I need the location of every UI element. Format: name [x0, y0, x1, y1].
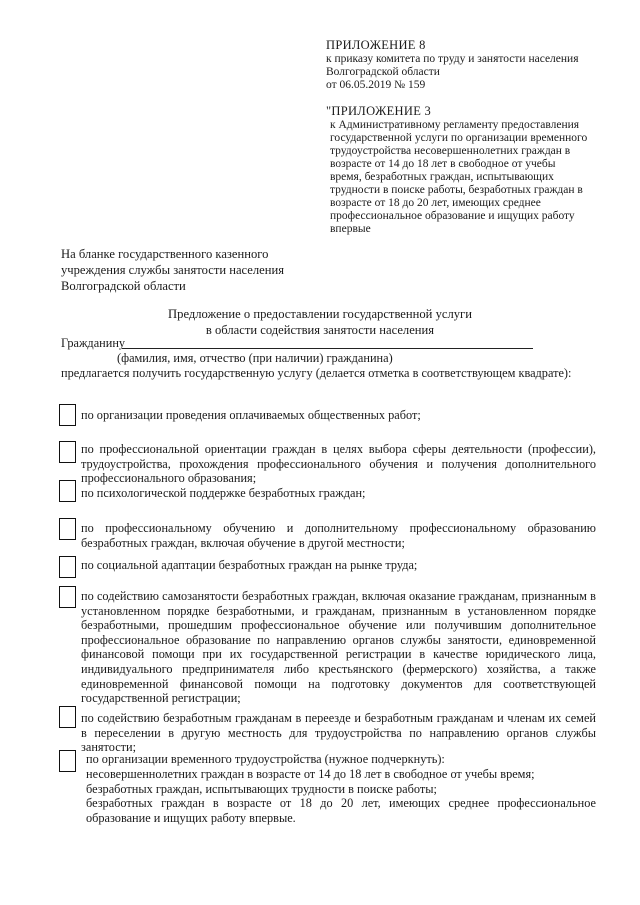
- temp-employment-item-graduates[interactable]: безработных граждан в возрасте от 18 до 20 лет, имеющих среднее профессиональное образование и ищущих работу впервые.: [86, 796, 596, 825]
- appendix3-line: государственной услуги по организации временного: [330, 132, 588, 144]
- appendix3-title: "ПРИЛОЖЕНИЕ 3: [326, 104, 432, 118]
- option-public-works: по организации проведения оплачиваемых общественных работ;: [81, 408, 421, 422]
- appendix3-line: к Административному регламенту предоставления: [330, 119, 580, 131]
- letterhead-line: Волгоградской области: [61, 279, 186, 293]
- checkbox-social-adaptation[interactable]: [59, 556, 76, 578]
- temp-employment-item-minors[interactable]: несовершеннолетних граждан в возрасте от 14 до 18 лет в свободное от учебы время;: [86, 767, 535, 781]
- option-psychological-support: по психологической поддержке безработных граждан;: [81, 486, 366, 500]
- option-temporary-employment: по организации временного трудоустройства (нужное подчеркнуть):: [86, 752, 445, 766]
- checkbox-public-works[interactable]: [59, 404, 76, 426]
- appendix3-line: возрасте от 18 до 20 лет, имеющих среднее: [330, 197, 541, 209]
- appendix3-line: впервые: [330, 223, 371, 235]
- title-line: Предложение о предоставлении государственной услуги: [168, 307, 472, 321]
- appendix8-line: Волгоградской области: [326, 66, 440, 78]
- appendix8-line: к приказу комитета по труду и занятости населения: [326, 53, 579, 65]
- letterhead-line: На бланке государственного казенного: [61, 247, 269, 261]
- appendix3-line: трудности в поиске работы, безработных граждан в: [330, 184, 583, 196]
- appendix8-line: от 06.05.2019 № 159: [326, 79, 426, 91]
- appendix3-line: время, безработных граждан, испытывающих: [330, 171, 554, 183]
- option-career-guidance: по профессиональной ориентации граждан в целях выбора сферы деятельности (профессии), трудоустройства, прохождения профессионального обучения и получения дополнительного профессионального образования;: [81, 442, 596, 486]
- temp-employment-list: [86, 767, 596, 825]
- temp-employment-item-difficulties[interactable]: безработных граждан, испытывающих трудности в поиске работы;: [86, 781, 437, 796]
- appendix8-title: ПРИЛОЖЕНИЕ 8: [326, 38, 426, 52]
- option-relocation: по содействию безработным гражданам в переезде и безработным гражданам и членам их семей в переселении в другую местность для трудоустройства по направлению органов службы занятости;: [81, 711, 596, 755]
- checkbox-vocational-training[interactable]: [59, 518, 76, 540]
- citizen-name-field[interactable]: [122, 348, 533, 349]
- option-vocational-training: по профессиональному обучению и дополнительному профессиональному образованию безработных граждан, включая обучение в другой местности;: [81, 521, 596, 550]
- letterhead-note: [61, 246, 284, 294]
- appendix3-line: профессиональное образование и ищущих работу: [330, 210, 575, 222]
- document-title: [120, 307, 520, 338]
- option-self-employment: по содействию самозанятости безработных граждан, включая оказание гражданам, признанным в установленном порядке безработными, и гражданам, признанным в установленном порядке безработными, прошедшим профессиональное обучение или получившим дополнительное профессиональное образование по направлению органов службы занятости, единовременной финансовой помощи при их государственной регистрации в качестве юридического лица, индивидуального предпринимателя либо крестьянского (фермерского) хозяйства, а также единовременной финансовой помощи на подготовку документов для соответствующей государственной регистрации;: [81, 589, 596, 706]
- title-line: в области содействия занятости населения: [205, 322, 435, 337]
- citizen-caption: (фамилия, имя, отчество (при наличии) гражданина): [117, 351, 393, 365]
- appendix3-line: возрасте от 14 до 18 лет в свободное от учебы: [330, 158, 556, 170]
- checkbox-temporary-employment[interactable]: [59, 750, 76, 772]
- checkbox-career-guidance[interactable]: [59, 441, 76, 463]
- appendix3-reference: [330, 119, 587, 236]
- citizen-label: Гражданину: [61, 336, 126, 350]
- checkbox-psychological-support[interactable]: [59, 480, 76, 502]
- appendix3-line: трудоустройства несовершеннолетних граждан в: [330, 145, 571, 157]
- offer-text: предлагается получить государственную услугу (делается отметка в соответствующем квадрате):: [61, 366, 572, 380]
- appendix8-reference: [326, 53, 579, 92]
- checkbox-relocation[interactable]: [59, 706, 76, 728]
- checkbox-self-employment[interactable]: [59, 586, 76, 608]
- option-social-adaptation: по социальной адаптации безработных граждан на рынке труда;: [81, 558, 418, 572]
- letterhead-line: учреждения службы занятости населения: [61, 263, 285, 277]
